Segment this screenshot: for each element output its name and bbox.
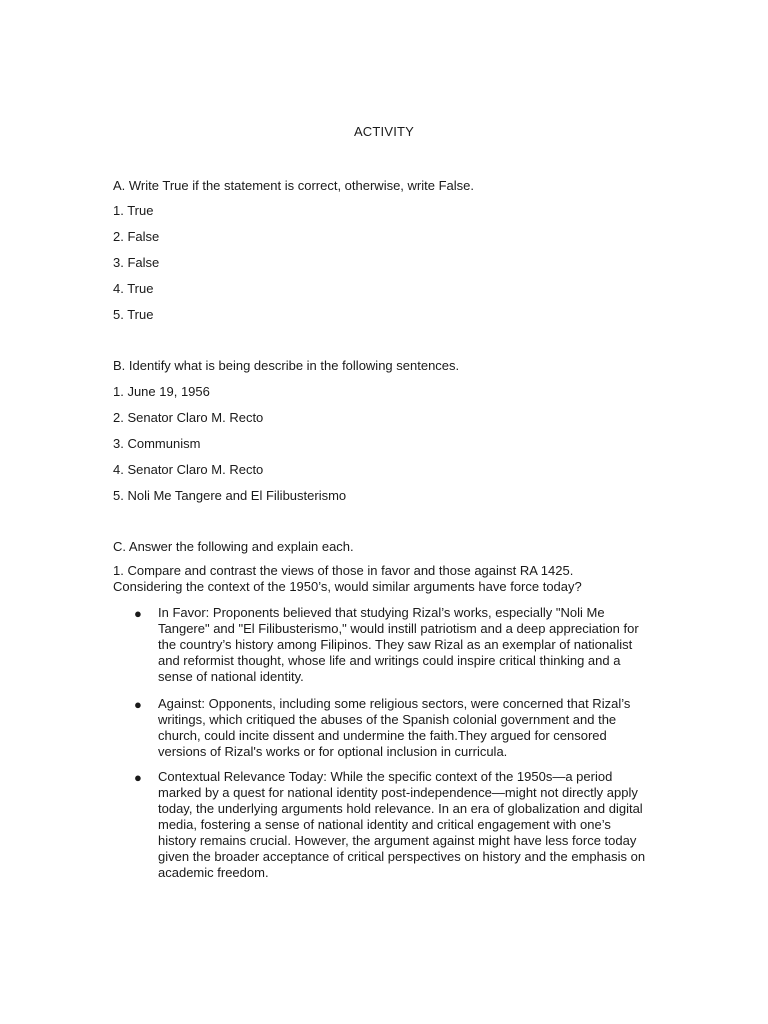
section-b-item-2: 2. Senator Claro M. Recto <box>113 410 264 425</box>
section-b-item-4: 4. Senator Claro M. Recto <box>113 462 264 477</box>
section-a-item-2: 2. False <box>113 229 160 244</box>
section-b-heading: B. Identify what is being describe in the following sentences. <box>113 358 460 373</box>
bullet-lead: Against <box>158 696 202 711</box>
section-a-item-4: 4. True <box>113 281 154 296</box>
bullet-contextual-relevance <box>158 769 652 881</box>
bullet-dot: ● <box>134 697 142 712</box>
section-c-question: 1. Compare and contrast the views of those in favor and those against RA 1425. Considering the context of the 1950’s, would similar arguments have force today? <box>113 563 582 594</box>
page-title: ACTIVITY <box>353 124 415 139</box>
section-a-heading: A. Write True if the statement is correct, otherwise, write False. <box>113 178 474 193</box>
section-a-item-3: 3. False <box>113 255 160 270</box>
section-a-item-1: 1. True <box>113 203 154 218</box>
bullet-text: : Opponents, including some religious sectors, were concerned that Rizal’s writings, which critiqued the abuses of the Spanish colonial government and the church, could incite dissent and undermine the faith.They argued for censored versions of Rizal's works or for optional inclusion in curricula. <box>158 696 631 759</box>
bullet-text: Proponents believed that studying Rizal’s works, especially "Noli Me Tangere" and "El Filibusterismo," would instill patriotism and a deep appreciation for the country’s history among Filipinos. They saw Rizal as an exemplar of nationalist and reformist thought, whose life and writings could inspire critical thinking and a sense of national identity. <box>158 605 639 684</box>
bullet-dot: ● <box>134 770 142 785</box>
bullet-dot: ● <box>134 606 142 621</box>
section-b-item-3: 3. Communism <box>113 436 201 451</box>
section-b-item-1: 1. June 19, 1956 <box>113 384 210 399</box>
section-c-heading: C. Answer the following and explain each. <box>113 539 354 554</box>
bullet-in-favor <box>158 605 652 685</box>
bullet-lead: Contextual Relevance Today: <box>158 769 327 784</box>
bullet-against <box>158 696 652 760</box>
bullet-text: While the specific context of the 1950s—a period marked by a quest for national identity post-independence—might not directly apply today, the underlying arguments hold relevance. In an era of globalization and digital media, fostering a sense of national identity and critical engagement with one’s history remains crucial. However, the argument against might have less force today given the broader acceptance of critical perspectives on history and the emphasis on academic freedom. <box>158 769 646 880</box>
bullet-lead: In Favor: <box>158 605 210 620</box>
section-a-item-5: 5. True <box>113 307 154 322</box>
section-b-item-5: 5. Noli Me Tangere and El Filibusterismo <box>113 488 347 503</box>
